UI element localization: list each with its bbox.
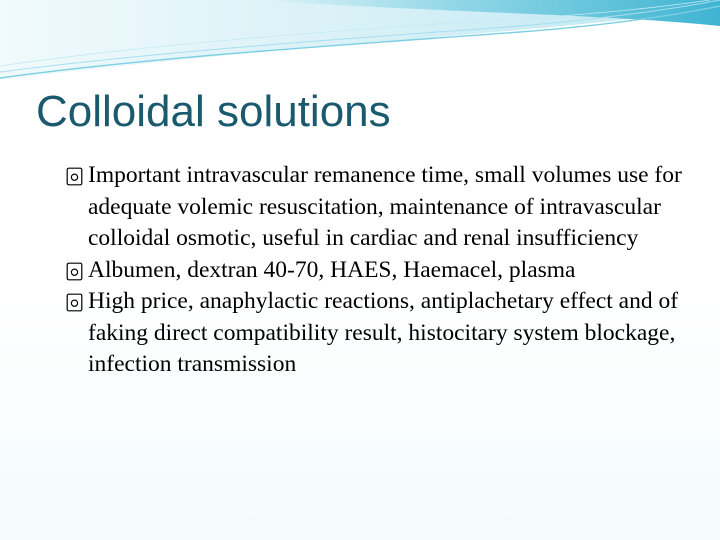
missing-glyph-icon [66, 293, 83, 312]
bullet-text: Albumen, dextran 40-70, HAES, Haemacel, plasma [88, 256, 576, 283]
wave-decoration [0, 0, 720, 90]
missing-glyph-icon [66, 262, 83, 281]
bullet-list [66, 160, 706, 381]
slide-title: Colloidal solutions [36, 87, 391, 136]
bullet-text: High price, anaphylactic reactions, antiplachetary effect and of faking direct compatibility result, histocitary system blockage, infection transmission [88, 288, 679, 377]
missing-glyph-icon [66, 167, 83, 186]
bullet-item [66, 160, 706, 255]
bullet-text: Important intravascular remanence time, small volumes use for adequate volemic resuscitation, maintenance of intravascular colloidal osmotic, useful in cardiac and renal insufficiency [88, 162, 682, 251]
bullet-item [66, 255, 706, 287]
bullet-item [66, 286, 706, 381]
